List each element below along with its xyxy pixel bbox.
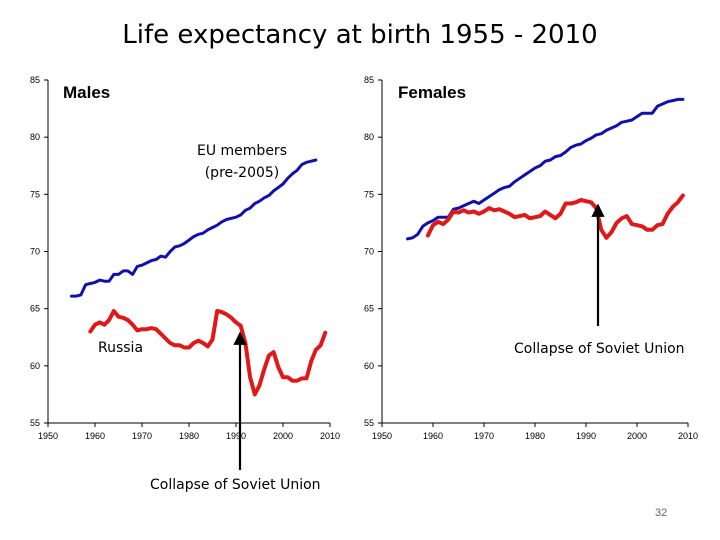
page-title: Life expectancy at birth 1955 - 2010	[122, 20, 598, 50]
x-tick-label: 1960	[84, 431, 106, 441]
y-tick-label: 75	[29, 189, 40, 200]
y-tick-label: 65	[363, 303, 374, 314]
y-tick-label: 70	[363, 246, 374, 257]
y-tick-label: 60	[363, 360, 374, 371]
eu-label-line1: EU members	[197, 143, 287, 159]
x-tick-label: 1960	[422, 431, 444, 441]
x-tick-label: 1970	[131, 431, 153, 441]
y-tick-label: 85	[29, 75, 40, 85]
y-tick-label: 65	[29, 303, 40, 314]
y-tick-label: 80	[363, 132, 374, 143]
x-tick-label: 1950	[371, 431, 393, 441]
females-panel-title: Females	[398, 83, 467, 102]
females-russia-line	[428, 196, 683, 238]
x-tick-label: 2010	[319, 431, 341, 441]
collapse-label-bottom: Collapse of Soviet Union	[150, 477, 321, 493]
eu-label-line2: (pre-2005)	[204, 165, 280, 181]
x-tick-label: 2010	[677, 431, 699, 441]
x-tick-label: 1950	[37, 431, 59, 441]
collapse-label-right: Collapse of Soviet Union	[514, 341, 685, 357]
x-tick-label: 2000	[272, 431, 294, 441]
y-tick-label: 70	[29, 246, 40, 257]
y-tick-label: 55	[29, 418, 40, 428]
page-number: 32	[655, 507, 668, 519]
x-tick-label: 1990	[225, 431, 247, 441]
x-tick-label: 1980	[524, 431, 546, 441]
females-chart	[364, 75, 698, 441]
x-tick-label: 1970	[473, 431, 495, 441]
y-tick-label: 55	[363, 418, 374, 428]
x-tick-label: 1980	[178, 431, 200, 441]
males-chart	[30, 75, 340, 441]
russia-label: Russia	[98, 340, 144, 356]
y-tick-label: 85	[363, 75, 374, 85]
y-tick-label: 75	[363, 189, 374, 200]
y-tick-label: 60	[29, 360, 40, 371]
x-tick-label: 2000	[626, 431, 648, 441]
males-panel-title: Males	[63, 83, 111, 102]
y-tick-label: 80	[29, 132, 40, 143]
x-tick-label: 1990	[575, 431, 597, 441]
